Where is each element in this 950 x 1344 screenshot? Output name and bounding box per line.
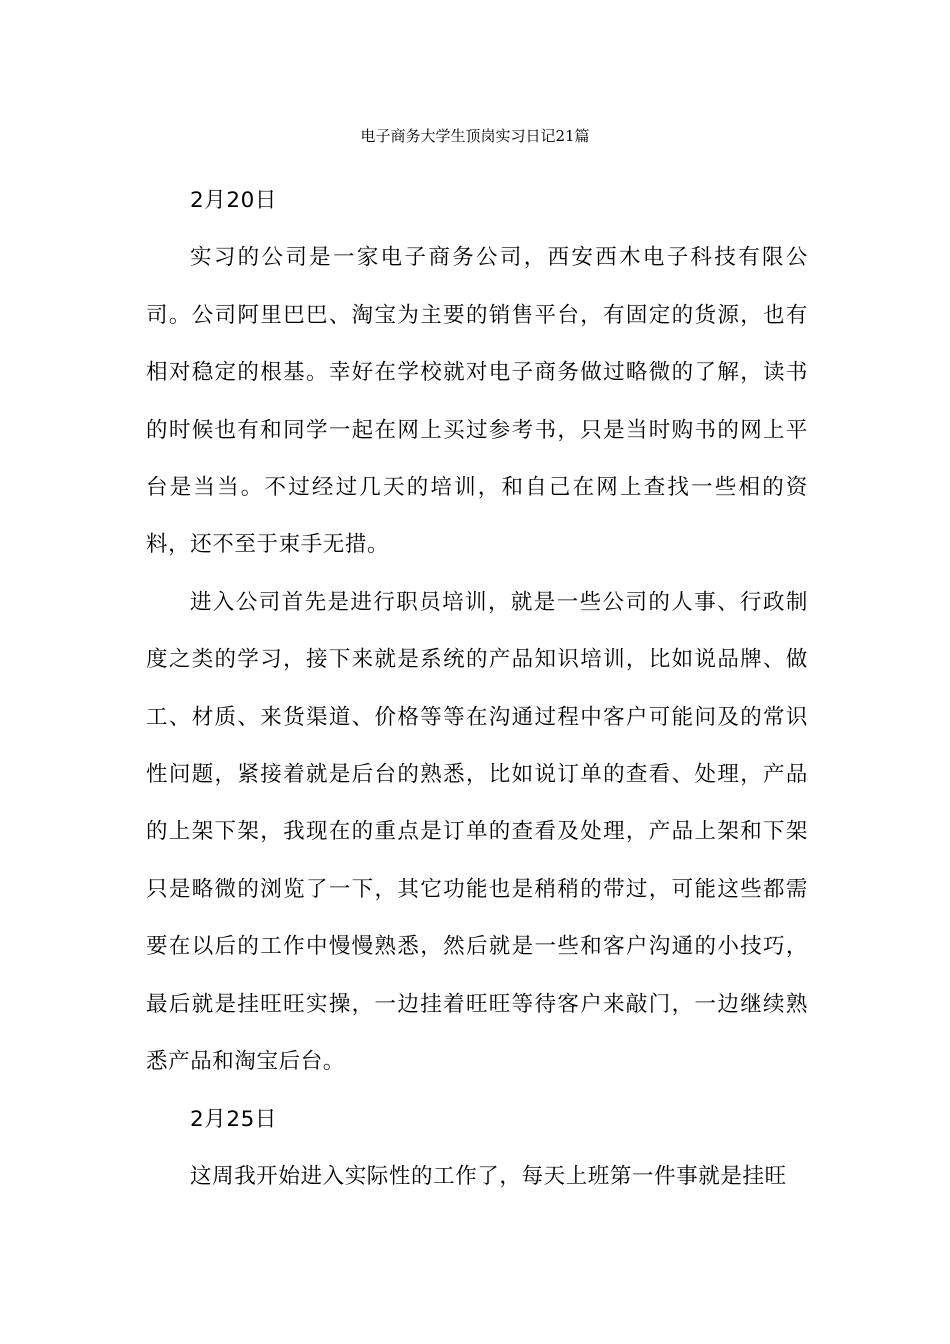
diary-date: 2月25日 — [190, 1106, 278, 1132]
body-paragraph: 这周我开始进入实际性的工作了，每天上班第一件事就是挂旺 — [190, 1163, 787, 1189]
document-title: 电子商务大学生顶岗实习日记21篇 — [360, 127, 590, 145]
diary-date: 2月20日 — [190, 188, 278, 213]
body-paragraph: 进入公司首先是进行职员培训，就是一些公司的人事、行政制度之类的学习，接下来就是系统的产品知识培训，比如说品牌、做工、材质、来货渠道、价格等等在沟通过程中客户可能问及的常识性问题，紧接着就是后台的熟悉，比如说订单的查看、处理，产品的上架下架，我现在的重点是订单的查看及处理，产品上架和下架只是略微的浏览了一下，其它功能也是稍稍的带过，可能这些都需要在以后的工作中慢慢熟悉，然后就是一些和客户沟通的小技巧，最后就是挂旺旺实操，一边挂着旺旺等待客户来敲门，一边继续熟悉产品和淘宝后台。 — [146, 589, 808, 1075]
body-paragraph: 实习的公司是一家电子商务公司，西安西木电子科技有限公司。公司阿里巴巴、淘宝为主要的销售平台，有固定的货源，也有相对稳定的根基。幸好在学校就对电子商务做过略微的了解，读书的时候也有和同学一起在网上买过参考书，只是当时购书的网上平台是当当。不过经过几天的培训，和自己在网上查找一些相的资料，还不至于束手无措。 — [146, 245, 808, 558]
document-body — [146, 172, 808, 1205]
